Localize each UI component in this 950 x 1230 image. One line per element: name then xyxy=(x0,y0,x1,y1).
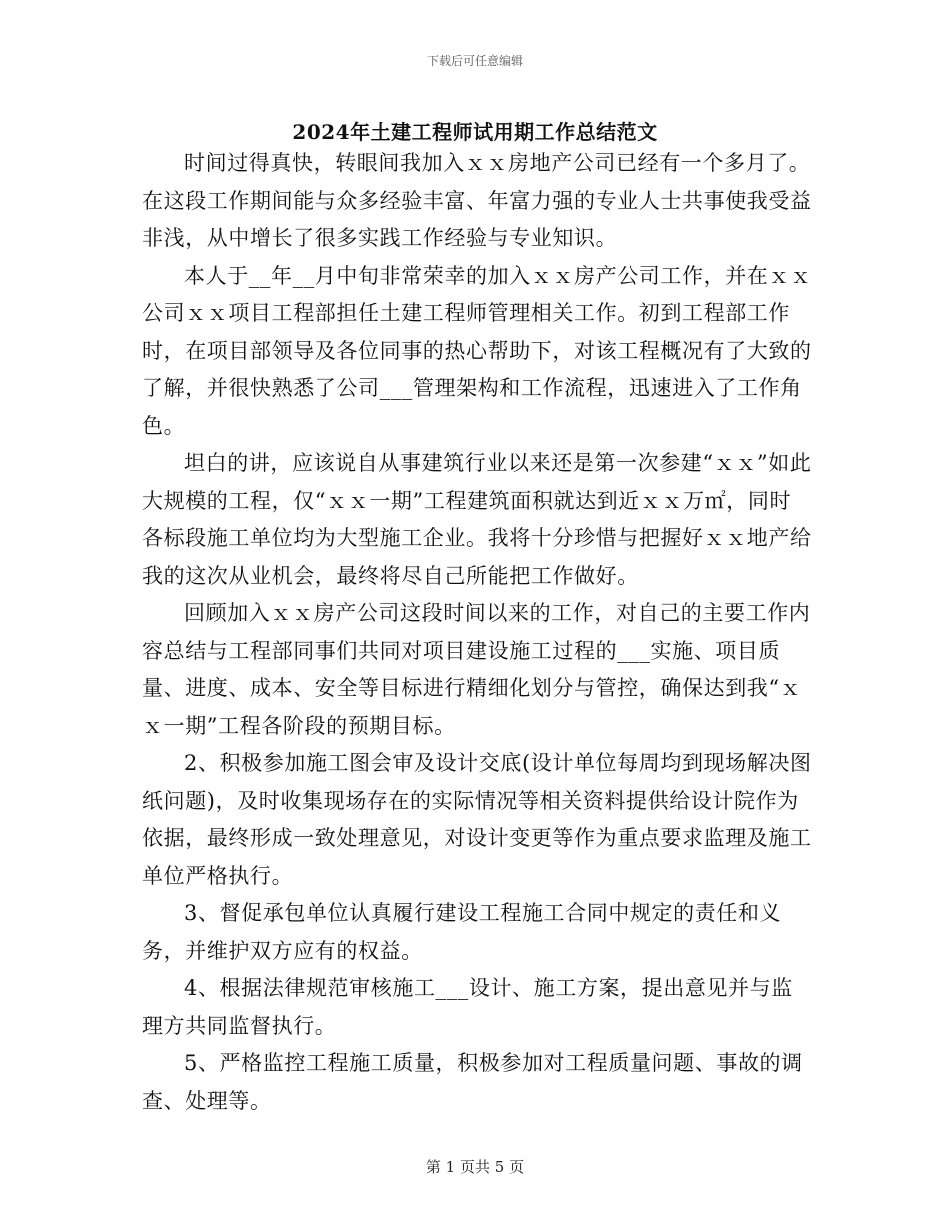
paragraph-4: 回顾加入ｘｘ房产公司这段时间以来的工作，对自己的主要工作内容总结与工程部同事们共同对项目建设施工过程的___实施、项目质量、进度、成本、安全等目标进行精细化划分与管控，确保达到我“ｘｘ一期”工程各阶段的预期目标。 xyxy=(142,601,811,738)
paragraph-7: 4、根据法律规范审核施工___设计、施工方案，提出意见并与监理方共同监督执行。 xyxy=(142,976,793,1038)
paragraph-8: 5、严格监控工程施工质量，积极参加对工程质量问题、事故的调查、处理等。 xyxy=(142,1051,803,1113)
page-number: 第 1 页共 5 页 xyxy=(425,1158,525,1176)
paragraph-3: 坦白的讲，应该说自从事建筑行业以来还是第一次参建“ｘｘ”如此大规模的工程，仅“ｘｘ一期”工程建筑面积就达到近ｘｘ万㎡，同时各标段施工单位均为大型施工企业。我将十分珍惜与把握好ｘｘ地产给我的这次从业机会，最终将尽自己所能把工作做好。 xyxy=(142,451,812,588)
paragraph-5: 2、积极参加施工图会审及设计交底(设计单位每周均到现场解决图纸问题)，及时收集现场存在的实际情况等相关资料提供给设计院作为依据，最终形成一致处理意见，对设计变更等作为重点要求监理及施工单位严格执行。 xyxy=(142,751,812,888)
paragraph-1: 时间过得真快，转眼间我加入ｘｘ房地产公司已经有一个多月了。在这段工作期间能与众多经验丰富、年富力强的专业人士共事使我受益非浅，从中增长了很多实践工作经验与专业知识。 xyxy=(142,151,812,250)
paragraph-2: 本人于__年__月中旬非常荣幸的加入ｘｘ房产公司工作，并在ｘｘ公司ｘｘ项目工程部担任土建工程师管理相关工作。初到工程部工作时，在项目部领导及各位同事的热心帮助下，对该工程概况有了大致的了解，并很快熟悉了公司___管理架构和工作流程，迅速进入了工作角色。 xyxy=(142,263,812,438)
page-header-note: 下载后可任意编辑 xyxy=(426,54,523,68)
document-body xyxy=(142,145,812,1120)
document-title: 2024年土建工程师试用期工作总结范文 xyxy=(292,120,658,144)
paragraph-6: 3、督促承包单位认真履行建设工程施工合同中规定的责任和义务，并维护双方应有的权益。 xyxy=(142,901,782,963)
